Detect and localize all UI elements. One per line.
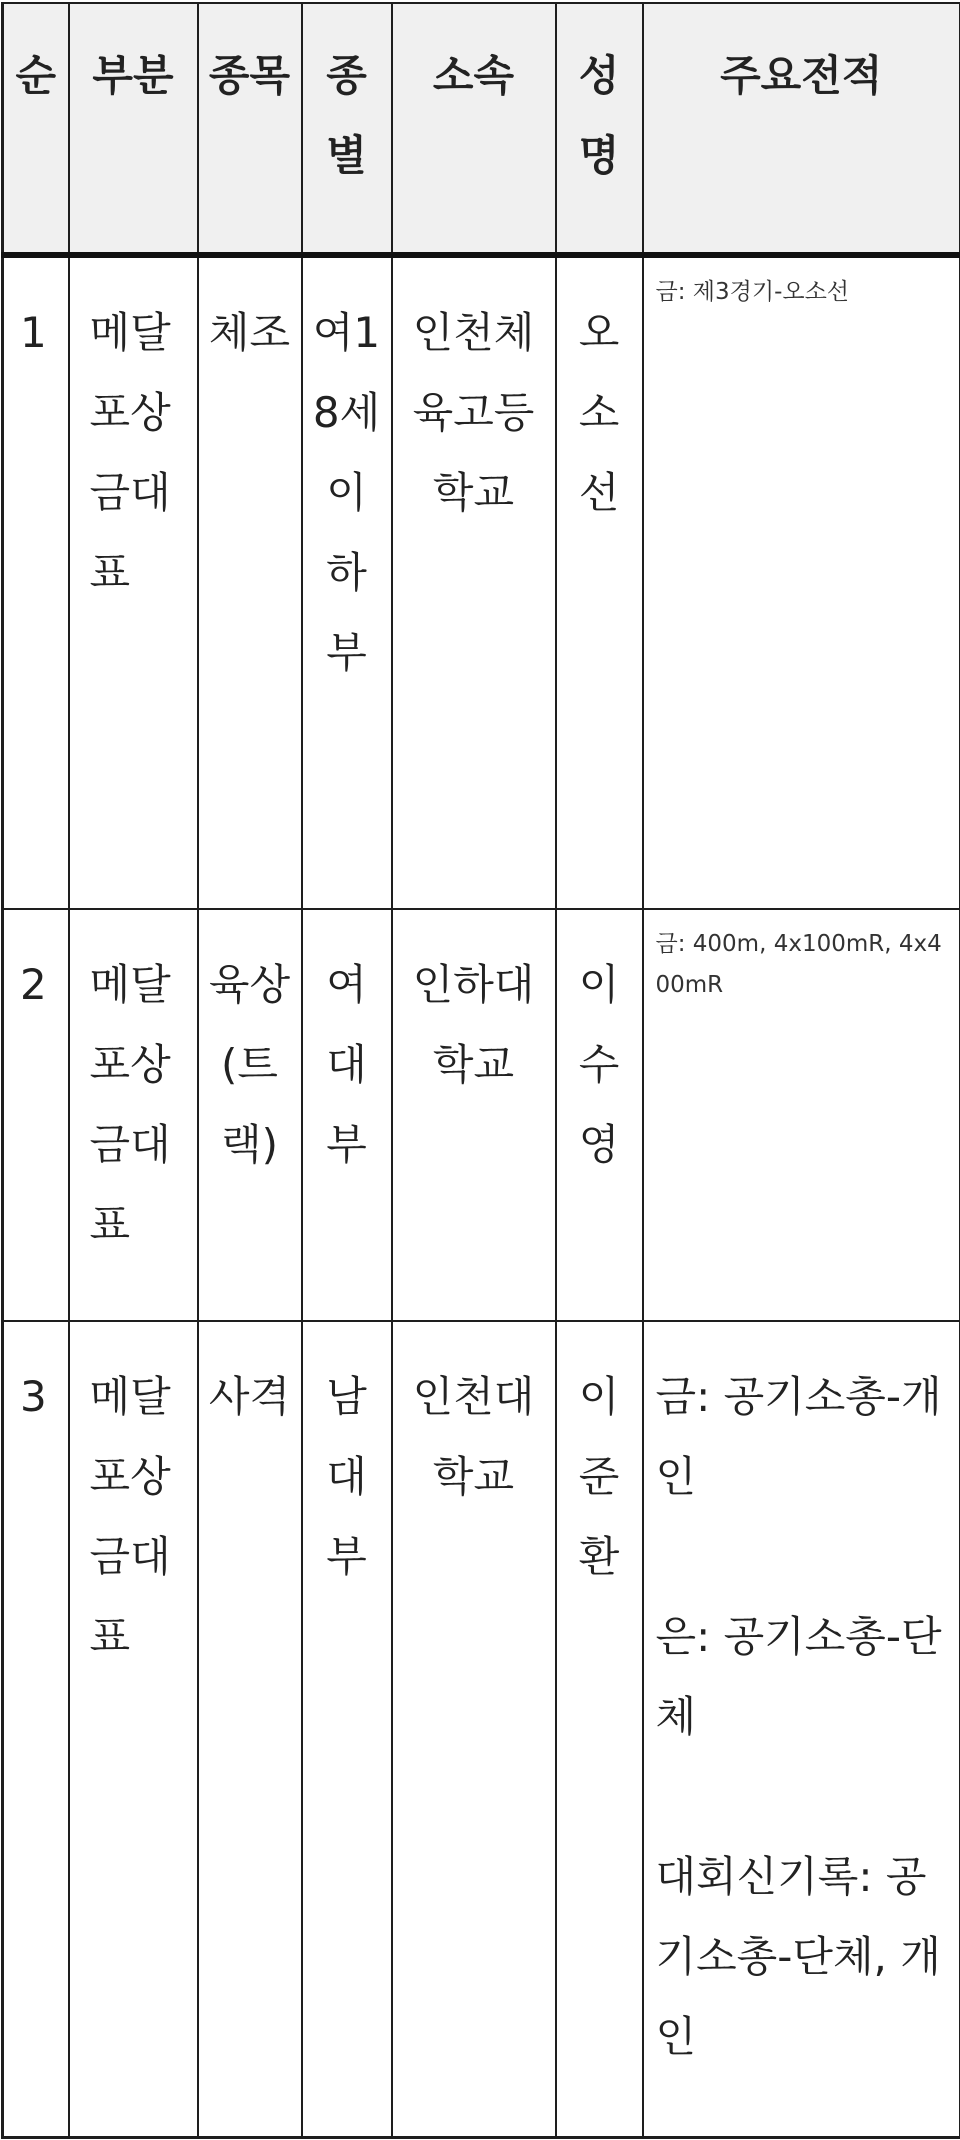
table-header-row (3, 3, 960, 255)
header-division: 부분 (69, 3, 198, 255)
table-row (3, 909, 960, 1321)
cell-records (643, 1321, 960, 2137)
cell-category: 여18세 이하부 (302, 255, 392, 909)
record-line: 금: 제3경기-오소선 (656, 272, 948, 313)
cell-division: 메달포상금대표 (69, 1321, 198, 2137)
cell-name: 오소선 (556, 255, 643, 909)
header-name: 성명 (556, 3, 643, 255)
cell-seq: 1 (3, 255, 69, 909)
record-line: 은: 공기소총-단체 (656, 1597, 948, 1757)
table-row (3, 255, 960, 909)
cell-category: 남대부 (302, 1321, 392, 2137)
cell-division: 메달포상금대표 (69, 909, 198, 1321)
record-spacer (656, 1517, 948, 1597)
cell-affiliation: 인하대학교 (392, 909, 556, 1321)
record-line: 금: 공기소총-개인 (656, 1357, 948, 1517)
header-event: 종목 (198, 3, 302, 255)
cell-category: 여대부 (302, 909, 392, 1321)
cell-event: 육상(트랙) (198, 909, 302, 1321)
header-affiliation: 소속 (392, 3, 556, 255)
record-line: 금: 400m, 4x100mR, 4x400mR (656, 924, 948, 1006)
cell-division: 메달포상금대표 (69, 255, 198, 909)
header-records: 주요전적 (643, 3, 960, 255)
cell-event: 체조 (198, 255, 302, 909)
record-spacer (656, 1757, 948, 1837)
cell-affiliation: 인천체육고등학교 (392, 255, 556, 909)
cell-name: 이수영 (556, 909, 643, 1321)
cell-name: 이준환 (556, 1321, 643, 2137)
cell-records (643, 909, 960, 1321)
cell-seq: 2 (3, 909, 69, 1321)
medal-table-container (0, 2, 960, 2140)
cell-records (643, 255, 960, 909)
medal-table (1, 2, 960, 2139)
record-line: 대회신기록: 공기소총-단체, 개인 (656, 1837, 948, 2077)
table-row (3, 1321, 960, 2137)
header-seq: 순 (3, 3, 69, 255)
cell-event: 사격 (198, 1321, 302, 2137)
cell-affiliation: 인천대학교 (392, 1321, 556, 2137)
cell-seq: 3 (3, 1321, 69, 2137)
header-category: 종별 (302, 3, 392, 255)
